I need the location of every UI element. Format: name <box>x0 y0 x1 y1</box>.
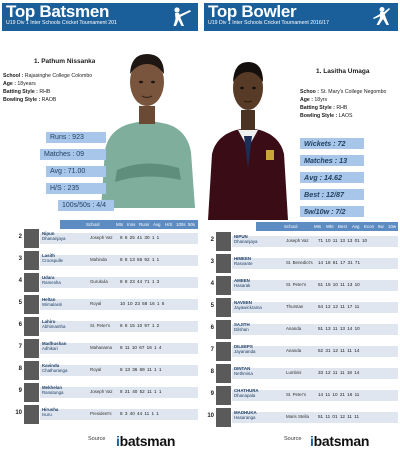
row-school: Joseph Vaz <box>286 238 309 243</box>
row-school: Thurstan <box>286 304 304 309</box>
row-stats: 8 3 40 44 11 1 1 <box>120 411 159 416</box>
player-thumbnail <box>216 386 231 405</box>
row-player-name: Heltan Wimalasiri <box>42 297 63 308</box>
row-stats: 8 8 15 10 97 1 2 <box>120 323 160 328</box>
row-player-name: CHATHURA Dhanapala <box>234 388 259 399</box>
top-bowler-banner <box>204 3 398 31</box>
table-row: 3 Lasith Croospulle Mahinda 8 8 13 55 92 1 1 <box>14 250 198 272</box>
featured-player-photo <box>200 38 296 220</box>
bowler-icon <box>369 6 393 28</box>
stat-matches: Matches : 13 <box>300 155 364 166</box>
player-thumbnail <box>216 298 231 317</box>
player-thumbnail <box>216 254 231 273</box>
featured-player-name: 1. Pathum Nissanka <box>34 58 96 65</box>
row-stats: 8 8 23 44 71 1 3 <box>120 279 160 284</box>
row-stats: 51 11 01 12 11 11 <box>318 414 360 419</box>
stat-runs: Runs : 923 <box>46 132 106 143</box>
row-school: Mahinda <box>90 257 107 262</box>
table-row: 6 Lahiru Abhimantha St. Peter's 8 8 15 10 97 1 2 <box>14 316 198 338</box>
row-player-name: Udara Ramesha <box>42 275 61 286</box>
stat-wickets: Wickets : 72 <box>300 138 364 149</box>
row-player-name: MADHUKA Hasaranga <box>234 410 257 421</box>
row-stats: 14 18 61 17 31 71 <box>318 260 361 265</box>
player-thumbnail <box>216 232 231 251</box>
player-school: Rajasinghe College Colombo <box>24 73 93 79</box>
stat-five-ten-wickets: 5w/10w : 7/2 <box>300 206 364 217</box>
row-player-name: Lasith Croospulle <box>42 253 63 264</box>
stat-average: Avg : 71.00 <box>46 166 106 177</box>
row-school: St. Peter's <box>90 323 111 328</box>
row-school: St. Benedict's <box>286 260 313 265</box>
player-thumbnail <box>24 295 39 314</box>
player-age: 18yrs <box>314 97 328 103</box>
row-stats: 51 15 10 11 13 10 <box>318 282 360 287</box>
row-player-name: Lahiru Abhimantha <box>42 319 66 330</box>
stat-best-figures: Best : 12/87 <box>300 189 364 200</box>
table-row: 7 Madhushan Adhikari Mahanama 8 11 10 67 16 1 4 <box>14 338 198 360</box>
featured-player-info: School : Rajasinghe College Colombo Age : 18years Batting Style : RHB Bowling Style : RAOB <box>3 73 93 103</box>
row-player-name: DILEEPS Jayananda <box>234 344 256 355</box>
table-row: 5 Heltan Wimalasiri Royal 10 10 23 58 16 1 5 <box>14 294 198 316</box>
table-row: 3 HIMEEN Rasvante St. Benedict's 14 18 61 17 31 71 <box>206 253 398 275</box>
row-stats: 71 10 11 13 13 01 10 <box>318 238 368 243</box>
table-row: 9 CHATHURA Dhanapala St. Peter's 14 11 10 21 16 11 <box>206 385 398 407</box>
row-school: Joseph Vaz <box>90 389 113 394</box>
table-header: School Mts Wkt Best Avg Econ 5w 10w <box>256 222 398 231</box>
row-player-name: NIPUN Dhananjaya <box>234 234 258 245</box>
panel-title: Top Batsmen <box>6 2 110 21</box>
row-stats: 33 12 11 11 18 14 <box>318 370 360 375</box>
player-thumbnail <box>24 317 39 336</box>
row-stats: 64 12 12 11 17 11 <box>318 304 360 309</box>
row-player-name: Mekhelan Ranatunga <box>42 385 64 396</box>
row-school: Gurukula <box>90 279 108 284</box>
row-stats: 8 6 25 41 30 1 1 <box>120 235 160 240</box>
table-row: 9 Mekhelan Ranatunga Joseph Vaz 8 21 40 52 11 1 1 <box>14 382 198 404</box>
source-logo: ibatsman <box>116 433 176 449</box>
source-label: Source <box>88 436 106 442</box>
row-school: Mahanama <box>90 345 112 350</box>
table-row: 6 SAJITH Dilshan Ananda 51 13 11 13 14 10 <box>206 319 398 341</box>
featured-player-photo <box>95 40 198 208</box>
row-school: Royal <box>90 367 102 372</box>
table-row: 5 NAVEEN Jayawickrama Thurstan 64 12 12 11 17 11 <box>206 297 398 319</box>
row-player-name: HIMEEN Rasvante <box>234 256 253 267</box>
row-stats: 14 11 10 21 16 11 <box>318 392 360 397</box>
table-header: School Mts Inns Runs Avg H/S 100s 50s <box>60 220 198 229</box>
row-stats: 8 11 10 67 16 1 4 <box>120 345 162 350</box>
table-row: 4 AMEEN Hasarak St. Peter's 51 15 10 11 13 10 <box>206 275 398 297</box>
row-stats: 51 13 11 13 14 10 <box>318 326 360 331</box>
row-player-name: Kavindu Chathuranga <box>42 363 68 374</box>
row-school: Joseph Vaz <box>90 235 113 240</box>
player-thumbnail <box>216 364 231 383</box>
player-age: 18years <box>17 81 36 87</box>
stat-average: Avg : 14.62 <box>300 172 364 183</box>
row-stats: 8 21 40 52 11 1 1 <box>120 389 162 394</box>
top-batsmen-banner <box>2 3 198 31</box>
row-stats: 8 8 13 55 92 1 1 <box>120 257 160 262</box>
row-school: Maris Stella <box>286 414 309 419</box>
player-thumbnail <box>24 273 39 292</box>
player-batting-style: RHB <box>39 89 51 95</box>
player-school: St. Mary's College Negombo <box>320 89 387 95</box>
stat-matches: Matches : 09 <box>40 149 106 160</box>
row-school: Ananda <box>286 348 302 353</box>
row-school: Lumbini <box>286 370 302 375</box>
player-thumbnail <box>216 276 231 295</box>
featured-player-name: 1. Lasitha Umaga <box>316 68 370 75</box>
row-school: St. Peter's <box>286 392 307 397</box>
table-row: 8 DINTAN Nethmina Lumbini 33 12 11 11 18 14 <box>206 363 398 385</box>
row-player-name: Nipun Dhananjaya <box>42 231 66 242</box>
player-thumbnail <box>216 320 231 339</box>
player-thumbnail <box>24 361 39 380</box>
player-thumbnail <box>24 339 39 358</box>
player-batting-style: RHB <box>336 105 348 111</box>
table-row: 10 MADHUKA Hasaranga Maris Stella 51 11 01 12 11 11 <box>206 407 398 429</box>
batsman-icon <box>169 6 193 28</box>
top-bowler-panel <box>200 0 400 455</box>
player-bowling-style: LAOS <box>338 113 353 119</box>
player-thumbnail <box>24 229 39 248</box>
row-school: President's <box>90 411 112 416</box>
player-thumbnail <box>216 342 231 361</box>
panel-title: Top Bowler <box>208 2 297 21</box>
row-player-name: AMEEN Hasarak <box>234 278 251 289</box>
row-school: St. Peter's <box>286 282 307 287</box>
row-school: Ananda <box>286 326 302 331</box>
table-row: 2 Nipun Dhananjaya Joseph Vaz 8 6 25 41 30 1 1 <box>14 228 198 250</box>
source-label: Source <box>284 436 302 442</box>
row-stats: 10 10 23 58 16 1 5 <box>120 301 165 306</box>
player-bowling-style: RAOB <box>41 97 57 103</box>
row-stats: 52 31 12 11 11 14 <box>318 348 360 353</box>
table-row: 10 Hirusha Isuru President's 8 3 40 44 11 1 1 <box>14 404 198 426</box>
player-thumbnail <box>24 405 39 424</box>
player-thumbnail <box>216 408 231 427</box>
row-player-name: NAVEEN Jayawickrama <box>234 300 262 311</box>
player-thumbnail <box>24 383 39 402</box>
row-player-name: SAJITH Dilshan <box>234 322 250 333</box>
row-stats: 8 13 36 69 11 1 1 <box>120 367 162 372</box>
row-player-name: Madhushan Adhikari <box>42 341 67 352</box>
stat-hundreds-fifties: 100s/50s : 4/4 <box>58 200 114 211</box>
table-row: 8 Kavindu Chathuranga Royal 8 13 36 69 11 1 1 <box>14 360 198 382</box>
player-thumbnail <box>24 251 39 270</box>
table-row: 4 Udara Ramesha Gurukula 8 8 23 44 71 1 3 <box>14 272 198 294</box>
table-row: 2 NIPUN Dhananjaya Joseph Vaz 71 10 11 13 13 01 10 <box>206 231 398 253</box>
row-school: Royal <box>90 301 102 306</box>
row-player-name: Hirusha Isuru <box>42 407 59 418</box>
featured-player-info: Schoo : St. Mary's College Negombo Age : 18yrs Batting Style : RHB Bowling Style : LAOS <box>300 89 387 119</box>
row-player-name: DINTAN Nethmina <box>234 366 253 377</box>
panel-subtitle: U19 Div 1 Inter Schools Cricket Tournament 201 <box>6 20 117 26</box>
panel-subtitle: U19 Div 1 Inter Schools Cricket Tournament 2016/17 <box>208 20 330 26</box>
stat-highest-score: H/S : 235 <box>46 183 106 194</box>
table-row: 7 DILEEPS Jayananda Ananda 52 31 12 11 11 14 <box>206 341 398 363</box>
source-logo: ibatsman <box>310 433 370 449</box>
